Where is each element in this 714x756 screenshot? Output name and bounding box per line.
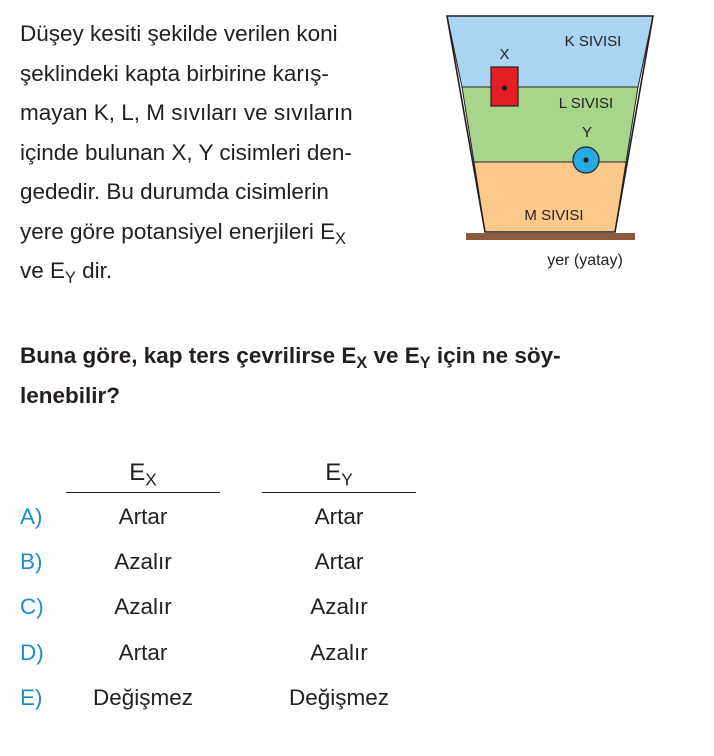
option-ex-value: Artar: [118, 504, 168, 529]
text-line: şeklindeki kapta birbirine karış-: [20, 60, 329, 86]
ground-bar: [466, 233, 635, 240]
label-m-liquid: M SIVISI: [524, 207, 584, 224]
answer-option-d[interactable]: [0, 633, 714, 673]
text-fragment: dir.: [75, 258, 113, 283]
header-base: E: [325, 459, 342, 486]
object-y-center-dot: [583, 157, 588, 162]
subscript: X: [356, 354, 368, 373]
text-line: [20, 212, 420, 252]
text-line: içinde bulunan X, Y cisimleri den-: [20, 139, 352, 165]
column-header-ey: [262, 454, 416, 493]
option-letter: E): [20, 685, 43, 710]
column-header-ex: [66, 454, 220, 493]
label-y: Y: [581, 124, 593, 141]
option-ey-value: Artar: [314, 504, 364, 529]
header-subscript: X: [145, 469, 157, 490]
text-line: lenebilir?: [20, 383, 121, 408]
option-letter: D): [20, 640, 44, 665]
question-prompt: [20, 336, 700, 416]
answer-option-c[interactable]: [0, 587, 714, 627]
text-line: gededir. Bu durumda cisimlerin: [20, 179, 329, 204]
option-ex-value: Azalır: [114, 549, 172, 574]
option-ex-value: Artar: [118, 640, 168, 665]
cone-container-figure: [440, 8, 660, 278]
option-ey-value: Azalır: [310, 640, 368, 665]
option-ey-value: Artar: [314, 549, 364, 574]
text-line: [20, 336, 700, 376]
text-fragment: ve E: [367, 343, 420, 368]
option-ex-value: Değişmez: [92, 685, 194, 710]
question-text: [20, 14, 420, 291]
text-fragment: için ne söy-: [430, 343, 561, 368]
header-subscript: Y: [341, 469, 353, 490]
subscript: X: [335, 229, 346, 248]
k-liquid-layer: [447, 16, 653, 87]
text-fragment: ve E: [20, 258, 66, 283]
option-ex-value: Azalır: [114, 594, 172, 619]
option-ey-value: Azalır: [310, 594, 368, 619]
ground-label: yer (yatay): [547, 252, 623, 269]
header-base: E: [129, 459, 146, 486]
answer-option-e[interactable]: [0, 678, 714, 718]
option-ey-value: Değişmez: [288, 685, 390, 710]
label-l-liquid: L SIVISI: [558, 95, 614, 112]
object-x-center-dot: [502, 85, 507, 90]
text-line: Düşey kesiti şekilde verilen koni: [20, 21, 338, 46]
text-fragment: yere göre potansiyel enerjileri E: [20, 218, 336, 244]
answer-option-b[interactable]: [0, 542, 714, 582]
label-x: X: [499, 46, 510, 63]
subscript: Y: [419, 354, 431, 373]
text-line: mayan K, L, M sıvıları ve sıvıların: [20, 100, 353, 125]
answer-option-a[interactable]: [0, 497, 714, 537]
text-line: [20, 251, 420, 291]
option-letter: B): [20, 549, 43, 574]
text-fragment: Buna göre, kap ters çevrilirse E: [20, 343, 357, 368]
label-k-liquid: K SIVISI: [564, 33, 622, 50]
subscript: Y: [65, 269, 76, 288]
option-letter: C): [20, 594, 44, 619]
option-letter: A): [20, 504, 43, 529]
